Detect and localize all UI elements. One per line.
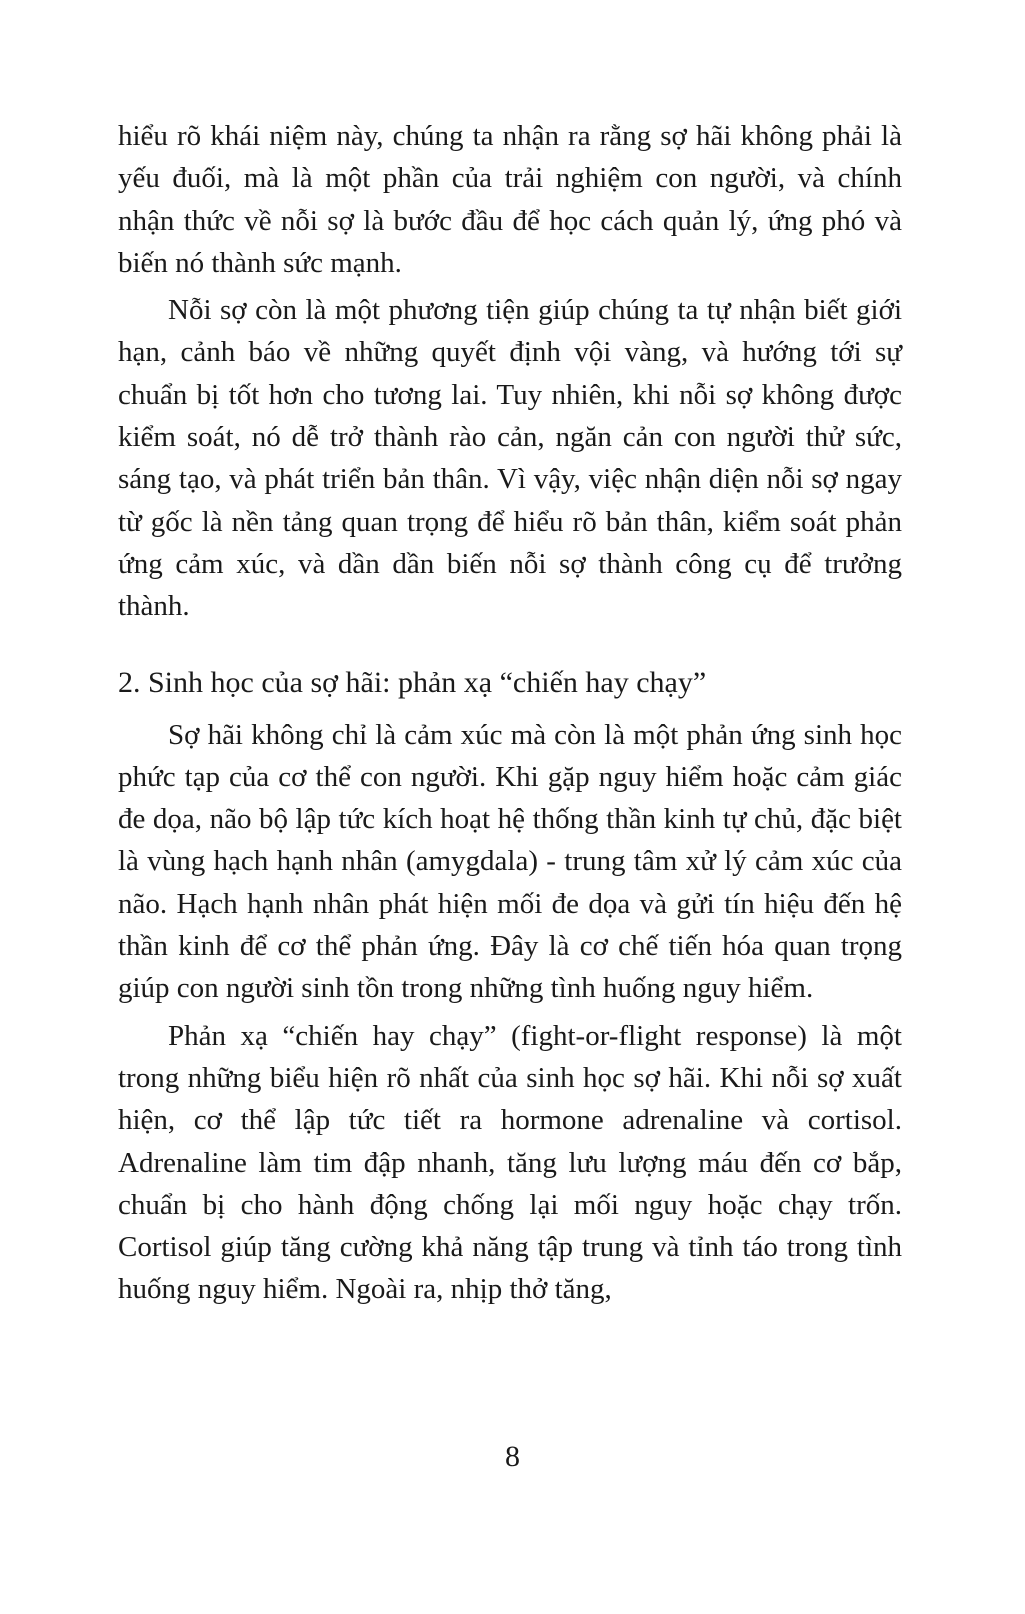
page-body xyxy=(118,115,902,1311)
page-number: 8 xyxy=(505,1440,520,1473)
section-heading: 2. Sinh học của sợ hãi: phản xạ “chiến hay chạy” xyxy=(118,665,707,699)
paragraph-fight-or-flight: Phản xạ “chiến hay chạy” (fight-or-flight response) là một trong những biểu hiện rõ nhất của sinh học sợ hãi. Khi nỗi sợ xuất hiện, cơ thể lập tức tiết ra hormone adrenaline và cortisol. Adrenaline làm tim đập nhanh, tăng lưu lượng máu đến cơ bắp, chuẩn bị cho hành động chống lại mối nguy hoặc chạy trốn. Cortisol giúp tăng cường khả năng tập trung và tỉnh táo trong tình huống nguy hiểm. Ngoài ra, nhịp thở tăng, xyxy=(118,1019,902,1306)
paragraph-biology-of-fear: Sợ hãi không chỉ là cảm xúc mà còn là một phản ứng sinh học phức tạp của cơ thể con người. Khi gặp nguy hiểm hoặc cảm giác đe dọa, não bộ lập tức kích hoạt hệ thống thần kinh tự chủ, đặc biệt là vùng hạch hạnh nhân (amygdala) - trung tâm xử lý cảm xúc của não. Hạch hạnh nhân phát hiện mối đe dọa và gửi tín hiệu đến hệ thần kinh để cơ thể phản ứng. Đây là cơ chế tiến hóa quan trọng giúp con người sinh tồn trong những tình huống nguy hiểm. xyxy=(118,718,902,1005)
paragraph-fear-as-tool: Nỗi sợ còn là một phương tiện giúp chúng ta tự nhận biết giới hạn, cảnh báo về những quyết định vội vàng, và hướng tới sự chuẩn bị tốt hơn cho tương lai. Tuy nhiên, khi nỗi sợ không được kiểm soát, nó dễ trở thành rào cản, ngăn cản con người thử sức, sáng tạo, và phát triển bản thân. Vì vậy, việc nhận diện nỗi sợ ngay từ gốc là nền tảng quan trọng để hiểu rõ bản thân, kiểm soát phản ứng cảm xúc, và dần dần biến nỗi sợ thành công cụ để trưởng thành. xyxy=(118,294,902,623)
paragraph-intro-continuation: hiểu rõ khái niệm này, chúng ta nhận ra rằng sợ hãi không phải là yếu đuối, mà là một phần của trải nghiệm con người, và chính nhận thức về nỗi sợ là bước đầu để học cách quản lý, ứng phó và biến nó thành sức mạnh. xyxy=(118,120,902,279)
